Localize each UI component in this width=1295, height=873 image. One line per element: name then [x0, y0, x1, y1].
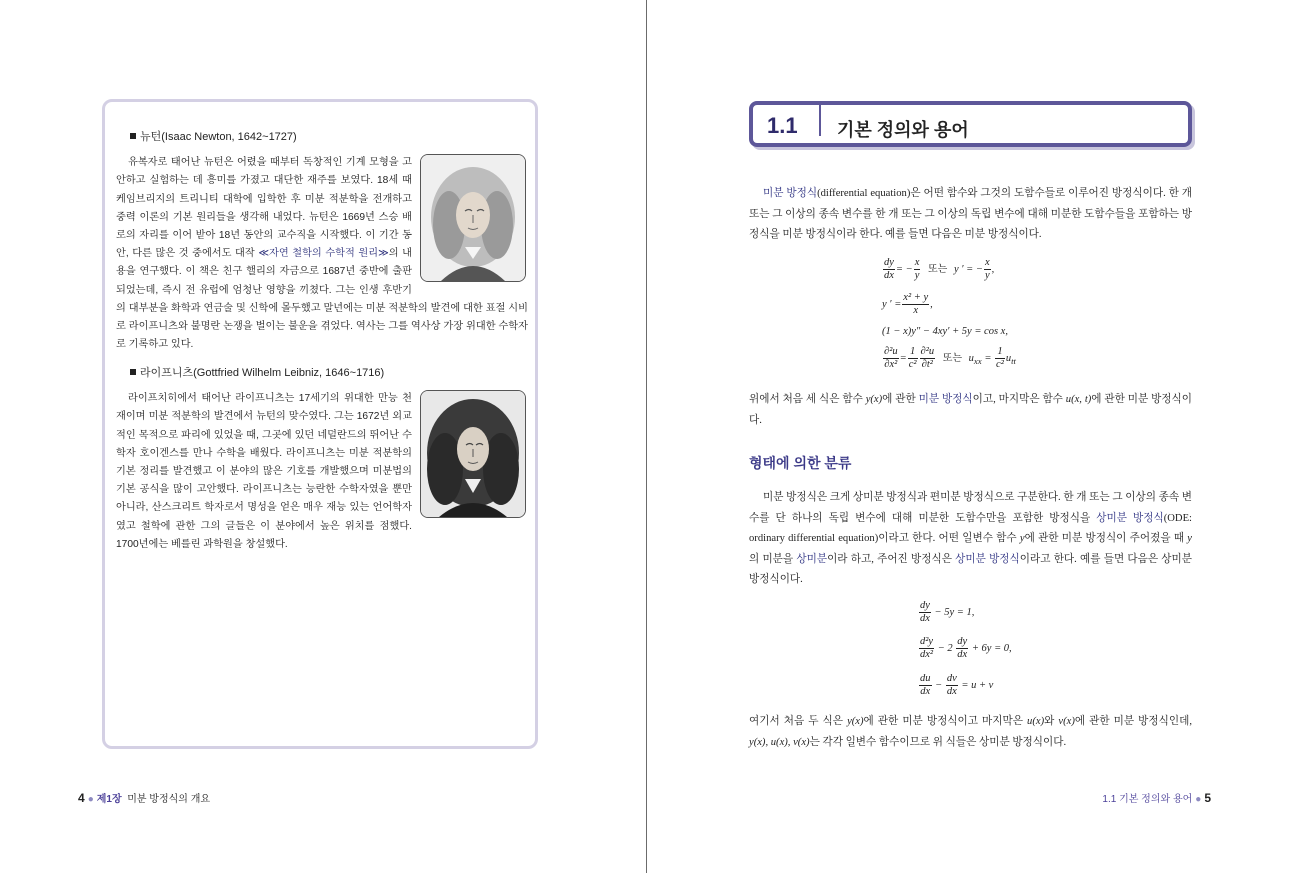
term-ode-2: 상미분 방정식 — [955, 553, 1020, 565]
paragraph-definition: 미분 방정식(differential equation)은 어떤 함수와 그것의 도함수들로 이루어진 방정식이다. 한 개 또는 그 이상의 종속 변수를 한 개 또는 그 이상의 독립 변수에 대해 미분한 도함수들을 포함하는 방정식을 미분 방정식이라 한다. 예를 들면 다음은 미분 방정식이다. — [749, 188, 1192, 240]
term-ordinary-derivative: 상미분 — [796, 553, 828, 565]
chapter-title: 미분 방정식의 개요 — [127, 794, 211, 805]
newton-biography — [116, 128, 528, 354]
footer-section-title: 1.1 기본 정의와 용어 — [1102, 794, 1193, 805]
newton-text: 유복자로 태어난 뉴턴은 어렸을 때부터 독창적인 기계 모형을 고안하고 실험하는 데 흥미를 가졌고 대단한 재주를 보였다. 18세 때 케임브리지의 트리니티 대학에 입학한 후 미분 적분학을 전개하고 중력 이론의 기본 원리들을 생각해 내었다. 뉴턴은 1669년 스승 배로의 자리를 이어 받아 18년 동안의 교수직을 시작했다. 이 기간 동안, 다른 많은 것 중에서도 대작 ≪자연 철학의 수학적 원리≫의 내용을 연구했다. 이 책은 친구 핼리의 자금으로 1687년 중반에 출판되었는데, 즉시 전 유럽에 엄청난 영향을 끼쳤다. 그는 인생 후반기의 대부분을 화학과 연금술 및 신학에 몰두했고 말년에는 미분 적분학의 발견에 대한 표절 시비로 라이프니츠와 불명란 논쟁을 벌이는 불운을 겪었다. 역사는 그를 역사상 가장 위대한 수학자로 기록하고 있다. — [116, 157, 528, 351]
bullet-square-icon — [130, 133, 136, 139]
page-number: 5 — [1204, 791, 1211, 805]
equation-1: $\frac{dy}{dx}$ = − $\frac{x}{y}$ 또는 y ′ = − $\frac{x}{y}$ , — [884, 257, 995, 281]
principia-book-title: ≪자연 철학의 수학적 원리≫ — [258, 248, 389, 260]
chapter-label: 제1장 — [96, 794, 122, 805]
footer-dot-icon: ● — [1195, 794, 1202, 805]
section-title: 기본 정의와 용어 — [837, 120, 969, 140]
equation-2: y ′ = $\frac{\text{x² + y}}{x}$ , — [882, 292, 933, 316]
section-number: 1.1 — [767, 113, 798, 138]
left-page-footer — [78, 790, 210, 805]
leibniz-biography — [116, 364, 528, 554]
paragraph-explanation: 위에서 처음 세 식은 함수 y(x)에 관한 미분 방정식이고, 마지막은 함수 u(x, t)에 관한 미분 방정식이다. — [749, 394, 1193, 426]
leibniz-text: 라이프치히에서 태어난 라이프니츠는 17세기의 위대한 만능 천재이며 미분 적분학의 발견에서 뉴턴의 맞수였다. 그는 1672년 외교적인 목적으로 파리에 있었을 때, 그곳에 있던 네덜란드의 뛰어난 수학자 호이겐스를 만나 수학을 배웠다. 라이프니츠는 미분 적분학의 기본 정리를 발견했고 이 분야의 많은 기호를 개발했으며 미분법의 기본 공식을 많이 고안했다. 라이프니츠는 능란한 수학자였을 뿐만 아니라, 산스크리트 학자로서 명성을 얻은 매우 재능 있는 언어학자였고 철학에 관한 그의 글들은 이 분야에서 높은 위치를 점했다. 1700년에는 베를린 과학원을 창설했다. — [116, 393, 412, 550]
bullet-square-icon — [130, 369, 136, 375]
ode-equation-1: $\frac{dy}{dx}$ − 5y = 1, — [920, 600, 975, 624]
equation-4: $\frac{\text{∂²u}}{\text{∂x²}}$ = $\frac{1}{\text{c²}}$ $\frac{\text{∂²u}}{\text{∂t²}}$ 또는 $u_{xx}$ = $\frac{1}{\text{c²}}$ $u_{tt}$ — [884, 346, 1016, 370]
leibniz-portrait — [420, 390, 526, 518]
section-header — [749, 101, 1192, 147]
subsection-heading: 형태에 의한 분류 — [749, 455, 852, 471]
term-differential-equation-2: 미분 방정식 — [918, 394, 973, 405]
ode-equation-2: $\frac{\text{d²y}}{\text{dx²}}$ − 2 $\frac{dy}{dx}$ + 6y = 0, — [920, 636, 1012, 660]
paragraph-classification: 미분 방정식은 크게 상미분 방정식과 편미분 방정식으로 구분한다. 한 개 또는 그 이상의 종속 변수를 단 하나의 독립 변수에 대해 미분한 도함수만을 포함한 방정식을 상미분 방정식(ODE: ordinary differential equation)이라고 한다. 어떤 일변수 함수 y에 관한 미분 방정식이 주어졌을 때 y의 미분을 상미분이라 하고, 주어진 방정식은 상미분 방정식이라고 한다. 예를 들면 다음은 상미분 방정식이다. — [749, 492, 1192, 585]
ode-equation-3: $\frac{du}{dx}$ − $\frac{dv}{dx}$ = u + v — [920, 673, 994, 697]
leibniz-heading: 라이프니츠(Gottfried Wilhelm Leibniz, 1646~1716) — [130, 364, 528, 382]
equation-3: (1 − x)y″ − 4xy′ + 5y = cos x, — [882, 326, 1008, 337]
section-divider — [819, 104, 821, 136]
term-ode: 상미분 방정식 — [1096, 512, 1164, 524]
term-differential-equation: 미분 방정식 — [763, 188, 818, 199]
book-spine — [646, 0, 647, 873]
newton-heading: 뉴턴(Isaac Newton, 1642~1727) — [130, 128, 528, 146]
right-page-footer — [1102, 790, 1211, 805]
paragraph-ode-explanation: 여기서 처음 두 식은 y(x)에 관한 미분 방정식이고 마지막은 u(x)와 v(x)에 관한 미분 방정식인데, y(x), u(x), v(x)는 각각 일변수 함수이므로 위 식들은 상미분 방정식이다. — [749, 716, 1192, 748]
newton-portrait — [420, 154, 526, 282]
page-number: 4 — [78, 791, 85, 805]
footer-dot-icon: ● — [87, 794, 94, 805]
